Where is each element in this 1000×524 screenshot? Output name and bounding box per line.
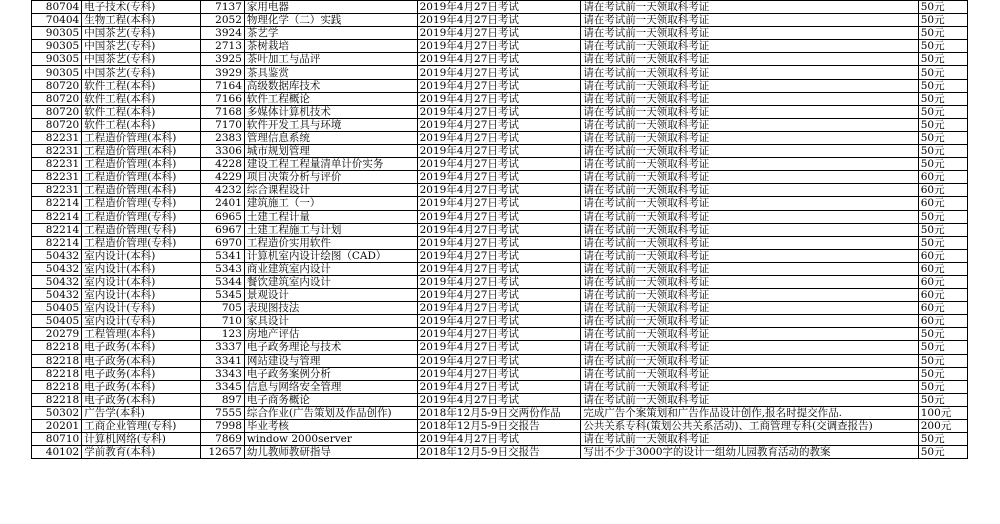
major-name-cell: 学前教育(本科) bbox=[82, 446, 201, 459]
note-cell: 请在考试前一天领取科考证 bbox=[581, 1, 918, 14]
exam-time-cell: 2018年12月5-9日交两份作品 bbox=[417, 406, 581, 419]
major-code-cell: 50432 bbox=[32, 262, 82, 275]
note-cell: 请在考试前一天领取科考证 bbox=[581, 131, 918, 144]
fee-cell: 60元 bbox=[918, 289, 967, 302]
fee-cell: 50元 bbox=[918, 380, 967, 393]
exam-time-cell: 2018年12月5-9日交报告 bbox=[417, 446, 581, 459]
table-row bbox=[32, 275, 968, 288]
exam-time-cell: 2019年4月27日考试 bbox=[417, 131, 581, 144]
major-code-cell: 40102 bbox=[32, 446, 82, 459]
course-name-cell: 家具设计 bbox=[244, 315, 417, 328]
course-code-cell: 6965 bbox=[200, 210, 244, 223]
major-code-cell: 82218 bbox=[32, 393, 82, 406]
course-code-cell: 123 bbox=[200, 328, 244, 341]
table-row bbox=[32, 105, 968, 118]
major-code-cell: 80720 bbox=[32, 79, 82, 92]
course-code-cell: 3345 bbox=[200, 380, 244, 393]
note-cell: 请在考试前一天领取科考证 bbox=[581, 79, 918, 92]
major-name-cell: 室内设计(本科) bbox=[82, 275, 201, 288]
major-name-cell: 电子技术(专科) bbox=[82, 1, 201, 14]
major-name-cell: 工程管理(本科) bbox=[82, 328, 201, 341]
course-code-cell: 4232 bbox=[200, 184, 244, 197]
major-name-cell: 工商企业管理(专科) bbox=[82, 420, 201, 433]
exam-time-cell: 2019年4月27日考试 bbox=[417, 92, 581, 105]
note-cell: 请在考试前一天领取科考证 bbox=[581, 223, 918, 236]
major-name-cell: 工程造价管理(专科) bbox=[82, 197, 201, 210]
course-code-cell: 3337 bbox=[200, 341, 244, 354]
exam-time-cell: 2019年4月27日考试 bbox=[417, 367, 581, 380]
table-row bbox=[32, 40, 968, 53]
course-name-cell: 项目决策分析与评价 bbox=[244, 171, 417, 184]
exam-time-cell: 2019年4月27日考试 bbox=[417, 249, 581, 262]
note-cell: 请在考试前一天领取科考证 bbox=[581, 433, 918, 446]
major-name-cell: 中国茶艺(专科) bbox=[82, 40, 201, 53]
course-name-cell: 电子政务理论与技术 bbox=[244, 341, 417, 354]
exam-time-cell: 2019年4月27日考试 bbox=[417, 40, 581, 53]
major-name-cell: 工程造价管理(专科) bbox=[82, 210, 201, 223]
table-row bbox=[32, 249, 968, 262]
course-code-cell: 3925 bbox=[200, 53, 244, 66]
exam-time-cell: 2019年4月27日考试 bbox=[417, 53, 581, 66]
table-row bbox=[32, 315, 968, 328]
table-row bbox=[32, 184, 968, 197]
course-name-cell: 电子政务案例分析 bbox=[244, 367, 417, 380]
course-code-cell: 3924 bbox=[200, 27, 244, 40]
major-code-cell: 80704 bbox=[32, 1, 82, 14]
table-row bbox=[32, 380, 968, 393]
note-cell: 请在考试前一天领取科考证 bbox=[581, 315, 918, 328]
major-code-cell: 90305 bbox=[32, 53, 82, 66]
exam-time-cell: 2019年4月27日考试 bbox=[417, 14, 581, 27]
course-name-cell: 建筑施工（一） bbox=[244, 197, 417, 210]
fee-cell: 50元 bbox=[918, 40, 967, 53]
course-code-cell: 2713 bbox=[200, 40, 244, 53]
exam-time-cell: 2019年4月27日考试 bbox=[417, 171, 581, 184]
course-code-cell: 5343 bbox=[200, 262, 244, 275]
major-name-cell: 工程造价管理(专科) bbox=[82, 223, 201, 236]
note-cell: 请在考试前一天领取科考证 bbox=[581, 197, 918, 210]
table-body bbox=[32, 1, 968, 459]
course-name-cell: 电子商务概论 bbox=[244, 393, 417, 406]
major-name-cell: 软件工程(本科) bbox=[82, 92, 201, 105]
course-code-cell: 4229 bbox=[200, 171, 244, 184]
course-code-cell: 7555 bbox=[200, 406, 244, 419]
note-cell: 请在考试前一天领取科考证 bbox=[581, 289, 918, 302]
major-name-cell: 工程造价管理(本科) bbox=[82, 158, 201, 171]
fee-cell: 50元 bbox=[918, 131, 967, 144]
fee-cell: 50元 bbox=[918, 14, 967, 27]
major-code-cell: 50432 bbox=[32, 249, 82, 262]
fee-cell: 60元 bbox=[918, 171, 967, 184]
fee-cell: 60元 bbox=[918, 249, 967, 262]
course-name-cell: 软件开发工具与环境 bbox=[244, 118, 417, 131]
table-row bbox=[32, 328, 968, 341]
table-row bbox=[32, 27, 968, 40]
course-code-cell: 3343 bbox=[200, 367, 244, 380]
course-name-cell: 商业建筑室内设计 bbox=[244, 262, 417, 275]
note-cell: 请在考试前一天领取科考证 bbox=[581, 40, 918, 53]
fee-cell: 50元 bbox=[918, 433, 967, 446]
major-name-cell: 工程造价管理(本科) bbox=[82, 145, 201, 158]
major-name-cell: 生物工程(本科) bbox=[82, 14, 201, 27]
major-code-cell: 82231 bbox=[32, 171, 82, 184]
course-code-cell: 710 bbox=[200, 315, 244, 328]
major-code-cell: 82214 bbox=[32, 223, 82, 236]
major-name-cell: 电子政务(本科) bbox=[82, 367, 201, 380]
table-row bbox=[32, 354, 968, 367]
course-code-cell: 705 bbox=[200, 302, 244, 315]
fee-cell: 50元 bbox=[918, 223, 967, 236]
table-row bbox=[32, 197, 968, 210]
major-name-cell: 室内设计(本科) bbox=[82, 262, 201, 275]
fee-cell: 200元 bbox=[918, 420, 967, 433]
note-cell: 请在考试前一天领取科考证 bbox=[581, 145, 918, 158]
fee-cell: 50元 bbox=[918, 66, 967, 79]
major-name-cell: 电子政务(本科) bbox=[82, 354, 201, 367]
course-name-cell: 多媒体计算机技术 bbox=[244, 105, 417, 118]
exam-time-cell: 2019年4月27日考试 bbox=[417, 1, 581, 14]
fee-cell: 50元 bbox=[918, 328, 967, 341]
exam-time-cell: 2019年4月27日考试 bbox=[417, 393, 581, 406]
note-cell: 请在考试前一天领取科考证 bbox=[581, 27, 918, 40]
major-code-cell: 50432 bbox=[32, 289, 82, 302]
course-code-cell: 7998 bbox=[200, 420, 244, 433]
note-cell: 请在考试前一天领取科考证 bbox=[581, 275, 918, 288]
major-code-cell: 20279 bbox=[32, 328, 82, 341]
fee-cell: 50元 bbox=[918, 367, 967, 380]
course-code-cell: 3341 bbox=[200, 354, 244, 367]
course-code-cell: 3306 bbox=[200, 145, 244, 158]
table-row bbox=[32, 393, 968, 406]
table-row bbox=[32, 131, 968, 144]
course-name-cell: 家用电器 bbox=[244, 1, 417, 14]
course-code-cell: 7137 bbox=[200, 1, 244, 14]
note-cell: 请在考试前一天领取科考证 bbox=[581, 249, 918, 262]
table-row bbox=[32, 53, 968, 66]
major-name-cell: 软件工程(本科) bbox=[82, 105, 201, 118]
course-name-cell: 茶艺学 bbox=[244, 27, 417, 40]
major-code-cell: 82218 bbox=[32, 380, 82, 393]
fee-cell: 50元 bbox=[918, 145, 967, 158]
table-row bbox=[32, 289, 968, 302]
course-name-cell: 景观设计 bbox=[244, 289, 417, 302]
fee-cell: 50元 bbox=[918, 1, 967, 14]
course-name-cell: 茶叶加工与品评 bbox=[244, 53, 417, 66]
major-code-cell: 70404 bbox=[32, 14, 82, 27]
note-cell: 请在考试前一天领取科考证 bbox=[581, 262, 918, 275]
fee-cell: 50元 bbox=[918, 236, 967, 249]
exam-time-cell: 2019年4月27日考试 bbox=[417, 105, 581, 118]
major-name-cell: 中国茶艺(专科) bbox=[82, 53, 201, 66]
major-name-cell: 室内设计(本科) bbox=[82, 249, 201, 262]
table-row bbox=[32, 367, 968, 380]
major-code-cell: 50302 bbox=[32, 406, 82, 419]
exam-time-cell: 2019年4月27日考试 bbox=[417, 145, 581, 158]
table-row bbox=[32, 262, 968, 275]
table-row bbox=[32, 92, 968, 105]
note-cell: 公共关系专科(策划公共关系活动)、工商管理专科(交调查报告) bbox=[581, 420, 918, 433]
course-name-cell: 高级数据库技术 bbox=[244, 79, 417, 92]
table-row bbox=[32, 302, 968, 315]
major-name-cell: 广告学(本科) bbox=[82, 406, 201, 419]
exam-fee-table bbox=[31, 0, 968, 459]
table-row bbox=[32, 420, 968, 433]
course-name-cell: 软件工程概论 bbox=[244, 92, 417, 105]
exam-time-cell: 2019年4月27日考试 bbox=[417, 236, 581, 249]
major-code-cell: 82231 bbox=[32, 145, 82, 158]
exam-time-cell: 2019年4月27日考试 bbox=[417, 118, 581, 131]
note-cell: 请在考试前一天领取科考证 bbox=[581, 158, 918, 171]
table-row bbox=[32, 446, 968, 459]
major-name-cell: 中国茶艺(专科) bbox=[82, 66, 201, 79]
course-code-cell: 4228 bbox=[200, 158, 244, 171]
course-name-cell: 城市规划管理 bbox=[244, 145, 417, 158]
major-code-cell: 82214 bbox=[32, 236, 82, 249]
course-name-cell: 建设工程工程量清单计价实务 bbox=[244, 158, 417, 171]
major-name-cell: 中国茶艺(专科) bbox=[82, 27, 201, 40]
course-name-cell: 茶树栽培 bbox=[244, 40, 417, 53]
fee-cell: 60元 bbox=[918, 184, 967, 197]
note-cell: 完成广告个案策划和广告作品设计创作,报名时提交作品. bbox=[581, 406, 918, 419]
exam-time-cell: 2019年4月27日考试 bbox=[417, 315, 581, 328]
course-name-cell: 物理化学（二）实践 bbox=[244, 14, 417, 27]
fee-cell: 50元 bbox=[918, 341, 967, 354]
table-row bbox=[32, 66, 968, 79]
course-name-cell: 综合课程设计 bbox=[244, 184, 417, 197]
exam-time-cell: 2019年4月27日考试 bbox=[417, 66, 581, 79]
table-row bbox=[32, 14, 968, 27]
course-name-cell: 管理信息系统 bbox=[244, 131, 417, 144]
fee-cell: 50元 bbox=[918, 79, 967, 92]
course-code-cell: 7164 bbox=[200, 79, 244, 92]
course-name-cell: 土建工程施工与计划 bbox=[244, 223, 417, 236]
course-name-cell: 表现图技法 bbox=[244, 302, 417, 315]
course-code-cell: 6967 bbox=[200, 223, 244, 236]
major-code-cell: 82218 bbox=[32, 367, 82, 380]
course-name-cell: 信息与网络安全管理 bbox=[244, 380, 417, 393]
major-code-cell: 82231 bbox=[32, 184, 82, 197]
table-row bbox=[32, 79, 968, 92]
note-cell: 请在考试前一天领取科考证 bbox=[581, 210, 918, 223]
exam-time-cell: 2019年4月27日考试 bbox=[417, 275, 581, 288]
exam-time-cell: 2019年4月27日考试 bbox=[417, 210, 581, 223]
course-name-cell: 计算机室内设计绘图（CAD） bbox=[244, 249, 417, 262]
course-name-cell: 综合作业(广告策划及作品创作) bbox=[244, 406, 417, 419]
major-name-cell: 电子政务(本科) bbox=[82, 341, 201, 354]
table-row bbox=[32, 145, 968, 158]
course-code-cell: 5344 bbox=[200, 275, 244, 288]
course-code-cell: 5345 bbox=[200, 289, 244, 302]
note-cell: 请在考试前一天领取科考证 bbox=[581, 393, 918, 406]
exam-time-cell: 2019年4月27日考试 bbox=[417, 328, 581, 341]
major-code-cell: 90305 bbox=[32, 40, 82, 53]
table-row bbox=[32, 158, 968, 171]
major-code-cell: 50432 bbox=[32, 275, 82, 288]
major-name-cell: 电子政务(本科) bbox=[82, 393, 201, 406]
exam-time-cell: 2018年12月5-9日交报告 bbox=[417, 420, 581, 433]
exam-time-cell: 2019年4月27日考试 bbox=[417, 341, 581, 354]
note-cell: 请在考试前一天领取科考证 bbox=[581, 92, 918, 105]
major-name-cell: 工程造价管理(本科) bbox=[82, 184, 201, 197]
note-cell: 请在考试前一天领取科考证 bbox=[581, 354, 918, 367]
exam-time-cell: 2019年4月27日考试 bbox=[417, 433, 581, 446]
exam-time-cell: 2019年4月27日考试 bbox=[417, 158, 581, 171]
major-name-cell: 室内设计(专科) bbox=[82, 302, 201, 315]
major-code-cell: 82231 bbox=[32, 131, 82, 144]
major-code-cell: 82214 bbox=[32, 197, 82, 210]
exam-time-cell: 2019年4月27日考试 bbox=[417, 197, 581, 210]
note-cell: 请在考试前一天领取科考证 bbox=[581, 302, 918, 315]
course-code-cell: 12657 bbox=[200, 446, 244, 459]
major-code-cell: 82231 bbox=[32, 158, 82, 171]
fee-cell: 50元 bbox=[918, 210, 967, 223]
note-cell: 请在考试前一天领取科考证 bbox=[581, 184, 918, 197]
note-cell: 请在考试前一天领取科考证 bbox=[581, 380, 918, 393]
table-row bbox=[32, 433, 968, 446]
major-code-cell: 80720 bbox=[32, 105, 82, 118]
major-code-cell: 80720 bbox=[32, 92, 82, 105]
course-code-cell: 5341 bbox=[200, 249, 244, 262]
major-code-cell: 20201 bbox=[32, 420, 82, 433]
major-code-cell: 90305 bbox=[32, 66, 82, 79]
fee-cell: 50元 bbox=[918, 158, 967, 171]
major-code-cell: 80720 bbox=[32, 118, 82, 131]
major-name-cell: 软件工程(本科) bbox=[82, 79, 201, 92]
course-code-cell: 7168 bbox=[200, 105, 244, 118]
course-name-cell: 餐饮建筑室内设计 bbox=[244, 275, 417, 288]
table-row bbox=[32, 223, 968, 236]
fee-cell: 50元 bbox=[918, 393, 967, 406]
fee-cell: 50元 bbox=[918, 105, 967, 118]
major-name-cell: 工程造价管理(本科) bbox=[82, 131, 201, 144]
exam-time-cell: 2019年4月27日考试 bbox=[417, 262, 581, 275]
major-code-cell: 50405 bbox=[32, 315, 82, 328]
course-name-cell: 工程造价实用软件 bbox=[244, 236, 417, 249]
fee-cell: 50元 bbox=[918, 354, 967, 367]
course-name-cell: 网站建设与管理 bbox=[244, 354, 417, 367]
table-row bbox=[32, 1, 968, 14]
course-name-cell: 房地产评估 bbox=[244, 328, 417, 341]
note-cell: 请在考试前一天领取科考证 bbox=[581, 341, 918, 354]
fee-cell: 50元 bbox=[918, 27, 967, 40]
note-cell: 请在考试前一天领取科考证 bbox=[581, 105, 918, 118]
course-code-cell: 6970 bbox=[200, 236, 244, 249]
major-code-cell: 50405 bbox=[32, 302, 82, 315]
table-row bbox=[32, 341, 968, 354]
fee-cell: 100元 bbox=[918, 406, 967, 419]
note-cell: 请在考试前一天领取科考证 bbox=[581, 53, 918, 66]
fee-cell: 50元 bbox=[918, 446, 967, 459]
note-cell: 请在考试前一天领取科考证 bbox=[581, 367, 918, 380]
fee-cell: 60元 bbox=[918, 315, 967, 328]
table-row bbox=[32, 210, 968, 223]
note-cell: 请在考试前一天领取科考证 bbox=[581, 14, 918, 27]
table-row bbox=[32, 236, 968, 249]
major-code-cell: 80710 bbox=[32, 433, 82, 446]
course-code-cell: 7166 bbox=[200, 92, 244, 105]
fee-cell: 50元 bbox=[918, 92, 967, 105]
fee-cell: 50元 bbox=[918, 118, 967, 131]
fee-cell: 60元 bbox=[918, 197, 967, 210]
major-name-cell: 室内设计(本科) bbox=[82, 289, 201, 302]
exam-time-cell: 2019年4月27日考试 bbox=[417, 302, 581, 315]
major-name-cell: 电子政务(本科) bbox=[82, 380, 201, 393]
note-cell: 请在考试前一天领取科考证 bbox=[581, 118, 918, 131]
exam-time-cell: 2019年4月27日考试 bbox=[417, 223, 581, 236]
course-name-cell: 幼儿教师教研指导 bbox=[244, 446, 417, 459]
table-row bbox=[32, 171, 968, 184]
exam-time-cell: 2019年4月27日考试 bbox=[417, 380, 581, 393]
course-name-cell: 毕业考核 bbox=[244, 420, 417, 433]
course-code-cell: 897 bbox=[200, 393, 244, 406]
table-row bbox=[32, 406, 968, 419]
note-cell: 请在考试前一天领取科考证 bbox=[581, 328, 918, 341]
major-code-cell: 82214 bbox=[32, 210, 82, 223]
course-name-cell: 土建工程计量 bbox=[244, 210, 417, 223]
note-cell: 请在考试前一天领取科考证 bbox=[581, 66, 918, 79]
course-name-cell: 茶具鉴赏 bbox=[244, 66, 417, 79]
major-name-cell: 工程造价管理(本科) bbox=[82, 171, 201, 184]
major-code-cell: 82218 bbox=[32, 341, 82, 354]
exam-time-cell: 2019年4月27日考试 bbox=[417, 184, 581, 197]
fee-cell: 60元 bbox=[918, 262, 967, 275]
note-cell: 写出不少于3000字的设计一组幼儿园教育活动的教案 bbox=[581, 446, 918, 459]
exam-time-cell: 2019年4月27日考试 bbox=[417, 79, 581, 92]
course-code-cell: 7869 bbox=[200, 433, 244, 446]
exam-time-cell: 2019年4月27日考试 bbox=[417, 289, 581, 302]
course-code-cell: 7170 bbox=[200, 118, 244, 131]
fee-cell: 50元 bbox=[918, 53, 967, 66]
note-cell: 请在考试前一天领取科考证 bbox=[581, 236, 918, 249]
major-name-cell: 室内设计(专科) bbox=[82, 315, 201, 328]
course-code-cell: 2401 bbox=[200, 197, 244, 210]
major-name-cell: 计算机网络(专科) bbox=[82, 433, 201, 446]
major-name-cell: 软件工程(本科) bbox=[82, 118, 201, 131]
exam-time-cell: 2019年4月27日考试 bbox=[417, 27, 581, 40]
fee-cell: 60元 bbox=[918, 302, 967, 315]
table-row bbox=[32, 118, 968, 131]
note-cell: 请在考试前一天领取科考证 bbox=[581, 171, 918, 184]
major-code-cell: 90305 bbox=[32, 27, 82, 40]
course-name-cell: window 2000server bbox=[244, 433, 417, 446]
course-code-cell: 2383 bbox=[200, 131, 244, 144]
major-name-cell: 工程造价管理(专科) bbox=[82, 236, 201, 249]
fee-cell: 60元 bbox=[918, 275, 967, 288]
course-code-cell: 3929 bbox=[200, 66, 244, 79]
course-code-cell: 2052 bbox=[200, 14, 244, 27]
exam-time-cell: 2019年4月27日考试 bbox=[417, 354, 581, 367]
major-code-cell: 82218 bbox=[32, 354, 82, 367]
